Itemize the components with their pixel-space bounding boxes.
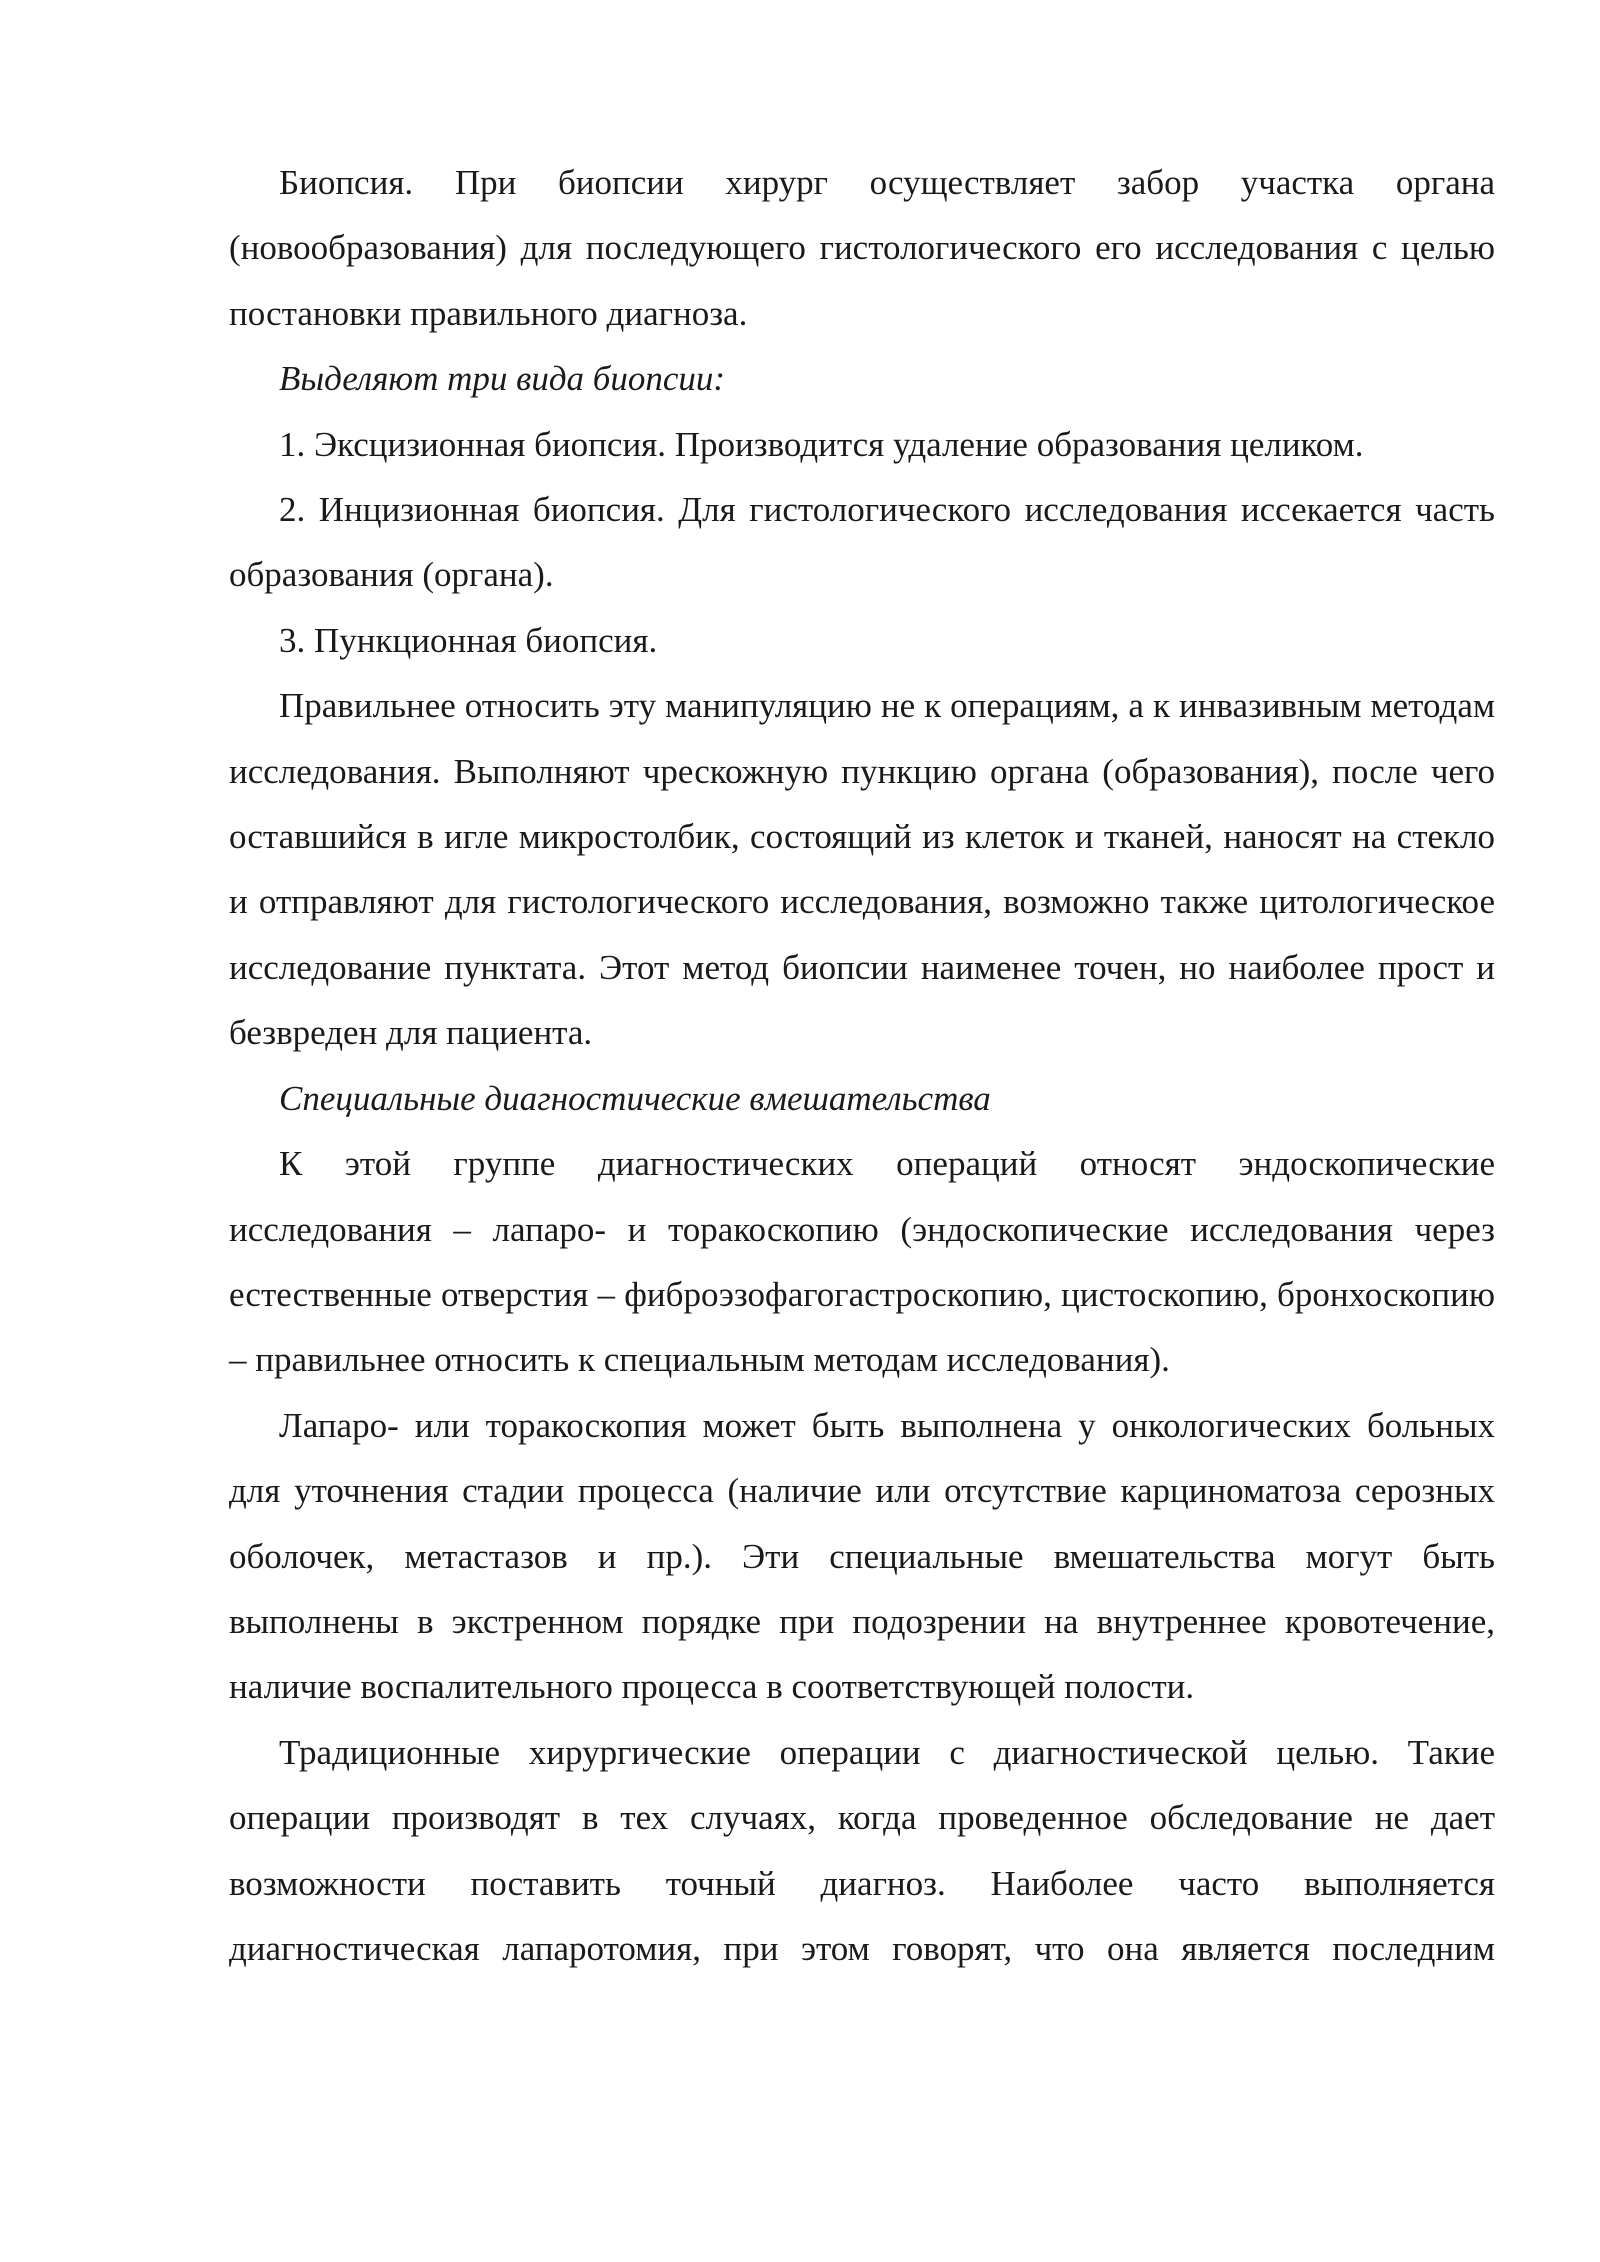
paragraph-puncture-details: Правильнее относить эту манипуляцию не к операциям, а к инвазивным методам исследования. Выполняют чрескожную пункцию органа (образования), после чего оставшийся в игле микростолбик, состоящий из клеток и тканей, наносят на стекло и отправляют для гистологического исследования, возможно также цитологическое исследование пунктата. Этот метод биопсии наименее точен, но наиболее прост и безвреден для пациента. <box>229 686 1495 1053</box>
document-page <box>229 150 1495 1981</box>
paragraph-endoscopic: К этой группе диагностических операций относят эндоскопические исследования – лапаро- и торакоскопию (эндоскопические исследования через естественные отверстия – фиброэзофагогастроскопию, цистоскопию, бронхоскопию – правильнее относить к специальным методам исследования). <box>229 1144 1495 1380</box>
list-item-incisional: 2. Инцизионная биопсия. Для гистологического исследования иссекается часть образования (органа). <box>229 490 1495 595</box>
list-item-excisional: 1. Эксцизионная биопсия. Производится удаление образования целиком. <box>279 424 1364 464</box>
paragraph-traditional-operations: Традиционные хирургические операции с диагностической целью. Такие операции производят в тех случаях, когда проведенное обследование не дает возможности поставить точный диагноз. Наиболее часто выполняется диагностическая лапаротомия, при этом говорят, что она является последним <box>229 1732 1495 1968</box>
paragraph-biopsy-types-heading: Выделяют три вида биопсии: <box>279 359 726 399</box>
section-heading-special-interventions: Специальные диагностические вмешательства <box>279 1078 991 1118</box>
list-item-puncture: 3. Пункционная биопсия. <box>279 620 658 660</box>
paragraph-biopsy-intro: Биопсия. При биопсии хирург осуществляет забор участка органа (новообразования) для последующего гистологического его исследования с целью постановки правильного диагноза. <box>229 163 1495 333</box>
paragraph-laparoscopy: Лапаро- или торакоскопия может быть выполнена у онкологических больных для уточнения стадии процесса (наличие или отсутствие карциноматоза серозных оболочек, метастазов и пр.). Эти специальные вмешательства могут быть выполнены в экстренном порядке при подозрении на внутреннее кровотечение, наличие воспалительного процесса в соответствующей полости. <box>229 1405 1495 1707</box>
